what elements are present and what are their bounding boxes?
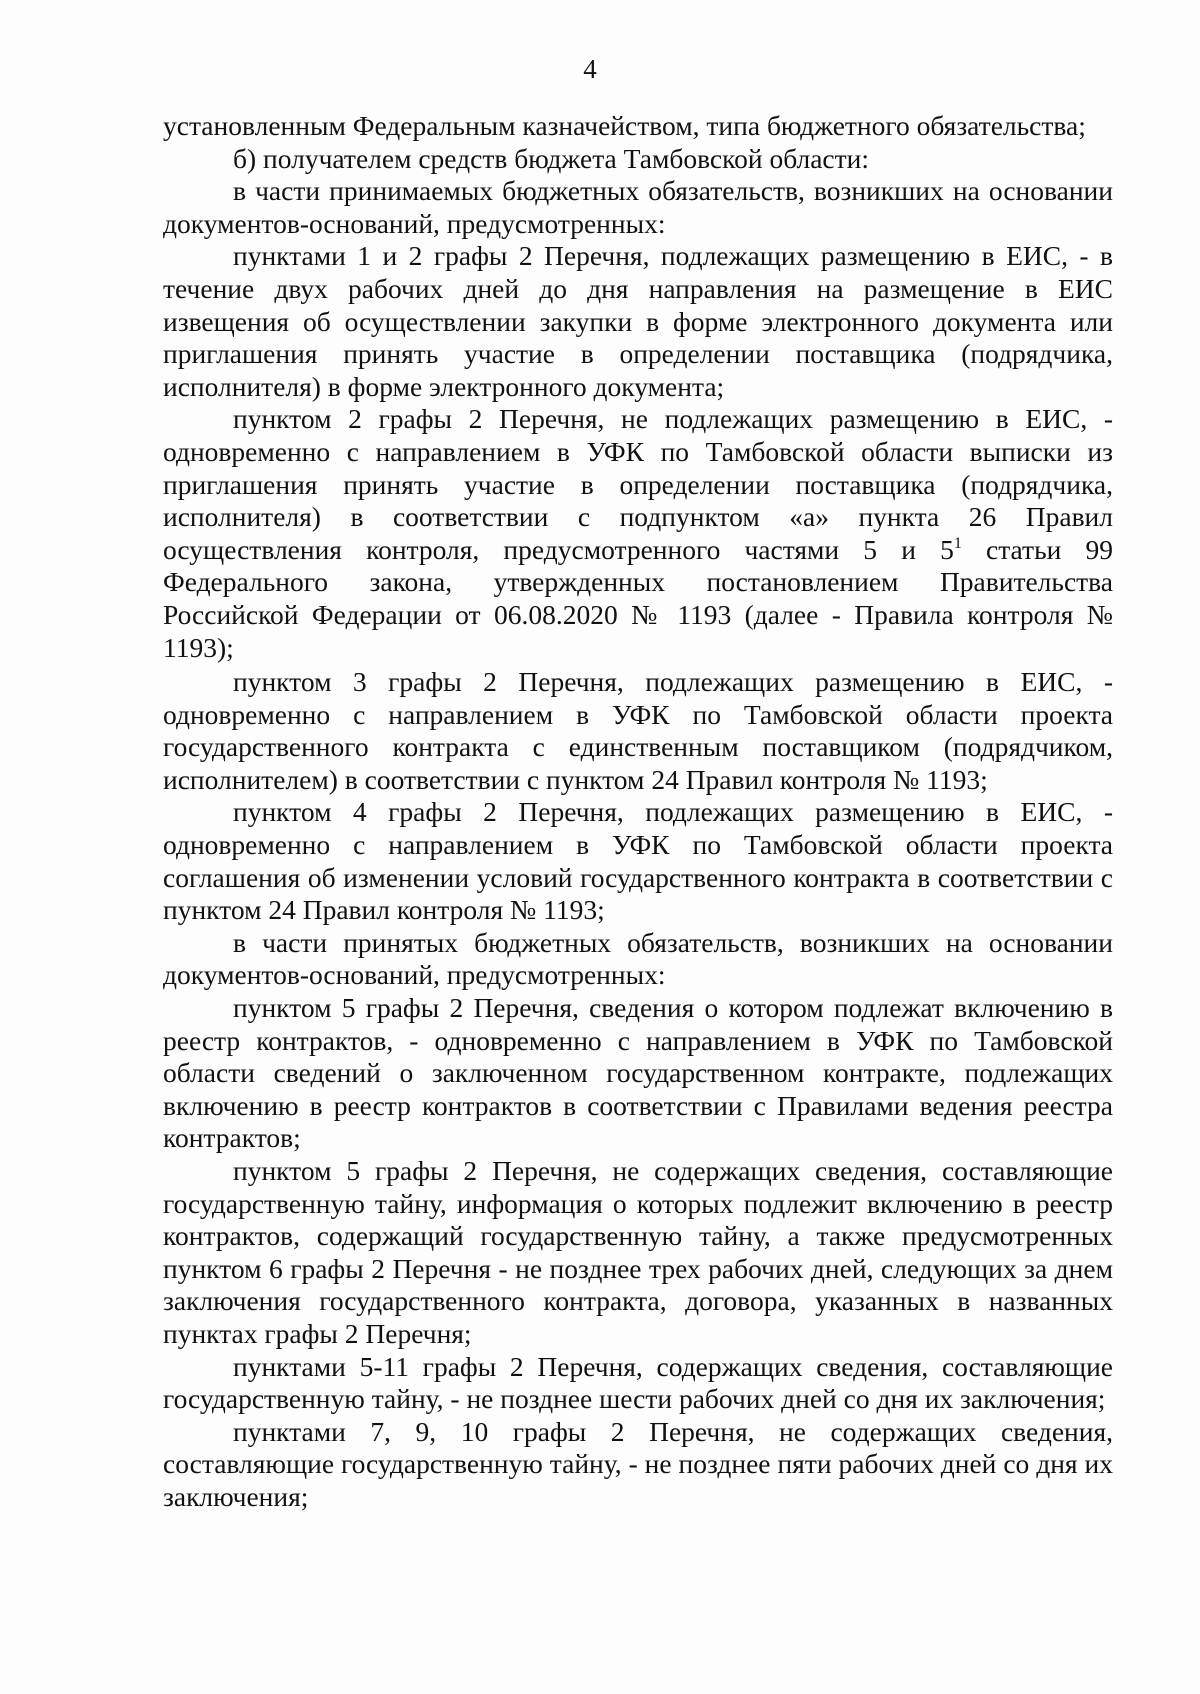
paragraph-item-5-not-secret: пунктом 5 графы 2 Перечня, не содержащих сведения, составляющие государственную тайну, информация о которых подлежит включению в реестр контрактов, содержащий государственную тайну, а также предусмотренных пунктом 6 графы 2 Перечня - не позднее трех рабочих дней, следующих за днем заключения государственного контракта, договора, указанных в названных пунктах графы 2 Перечня; — [163, 1155, 1113, 1349]
paragraph-item-3: пунктом 3 графы 2 Перечня, подлежащих размещению в ЕИС, - одновременно с направлением в УФК по Тамбовской области проекта государственного контракта с единственным поставщиком (подрядчиком, исполнителем) в соответствии с пунктом 24 Правил контроля № 1193; — [163, 666, 1113, 795]
paragraph-subitem-b: б) получателем средств бюджета Тамбовской области: — [233, 142, 870, 174]
paragraph-adopted-obligations-intro: в части принятых бюджетных обязательств, возникших на основании документов-оснований, предусмотренных: — [163, 926, 1113, 991]
paragraph-items-1-2: пунктами 1 и 2 графы 2 Перечня, подлежащих размещению в ЕИС, - в течение двух рабочих дней до дня направления на размещение в ЕИС извещения об осуществлении закупки в форме электронного документа или приглашения принять участие в определении поставщика (подрядчика, исполнителя) в форме электронного документа; — [163, 240, 1113, 402]
paragraph-item-5-registry: пунктом 5 графы 2 Перечня, сведения о котором подлежат включению в реестр контрактов, - одновременно с направлением в УФК по Тамбовской области сведений о заключенном государственном контракте, подлежащих включению в реестр контрактов в соответствии с Правилами ведения реестра контрактов; — [163, 992, 1113, 1154]
page-number: 4 — [583, 54, 597, 84]
superscript-index: 1 — [953, 534, 962, 552]
paragraph-items-5-11-secret: пунктами 5-11 графы 2 Перечня, содержащих сведения, составляющие государственную тайну, - не позднее шести рабочих дней со дня их заключения; — [163, 1350, 1113, 1415]
paragraph-continuation: установленным Федеральным казначейством, типа бюджетного обязательства; — [163, 110, 1086, 141]
paragraph-item-2-text-after: статьи 99 Федерального закона, утвержденных постановлением Правительства Российской Федерации от 06.08.2020 № 1193 (далее - Правила контроля № 1193); — [163, 533, 1113, 663]
paragraph-item-4: пунктом 4 графы 2 Перечня, подлежащих размещению в ЕИС, - одновременно с направлением в УФК по Тамбовской области проекта соглашения об изменении условий государственного контракта в соответствии с пунктом 24 Правил контроля № 1193; — [163, 796, 1113, 926]
paragraph-items-7-9-10: пунктами 7, 9, 10 графы 2 Перечня, не содержащих сведения, составляющие государственную тайну, - не позднее пяти рабочих дней со дня их заключения; — [163, 1415, 1113, 1512]
paragraph-item-2-text-before: пунктом 2 графы 2 Перечня, не подлежащих размещению в ЕИС, - одновременно с направлением в УФК по Тамбовской области выписки из приглашения принять участие в определении поставщика (подрядчика, исполнителя) в соответствии с подпунктом «а» пункта 26 Правил осуществления контроля, предусмотренного частями 5 и 5 — [163, 403, 1113, 565]
document-body — [163, 110, 1113, 1514]
paragraph-accepted-obligations-intro: в части принимаемых бюджетных обязательств, возникших на основании документов-оснований, предусмотренных: — [163, 175, 1113, 239]
paragraph-item-2-not-eis — [163, 403, 1113, 664]
